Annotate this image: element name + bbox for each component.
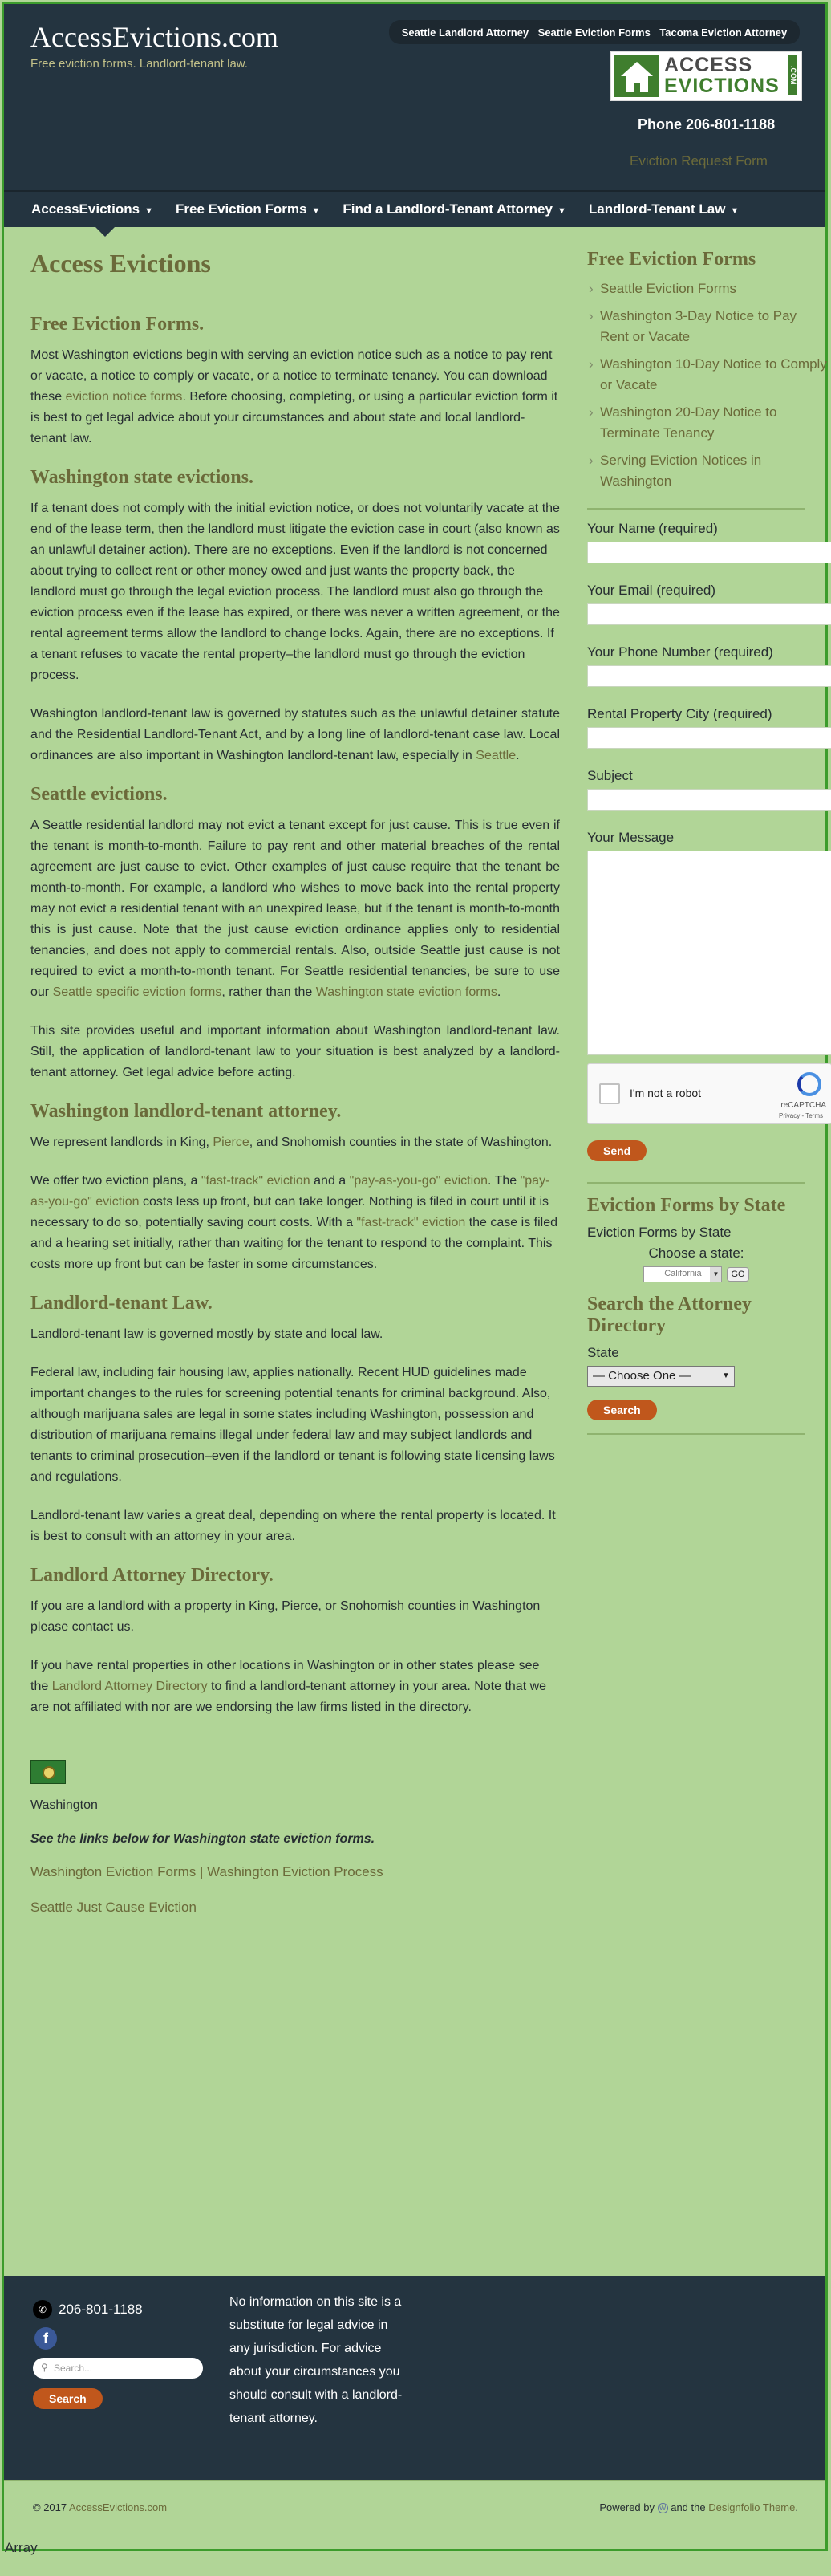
recaptcha-checkbox[interactable] bbox=[599, 1083, 620, 1104]
site-logo[interactable] bbox=[610, 51, 802, 101]
footer bbox=[4, 2276, 825, 2480]
forms-by-state-heading: Eviction Forms by State bbox=[587, 1195, 786, 1216]
house-icon bbox=[614, 55, 659, 97]
eviction-request-link[interactable]: Eviction Request Form bbox=[630, 153, 768, 169]
city-input[interactable] bbox=[587, 727, 831, 749]
recaptcha-brand: reCAPTCHA bbox=[780, 1101, 826, 1110]
sidebar-forms-list bbox=[587, 278, 828, 492]
sidebar bbox=[587, 249, 828, 1446]
washington-forms-link[interactable]: Washington state eviction forms bbox=[315, 985, 497, 999]
section-heading-free-forms: Free Eviction Forms. bbox=[30, 314, 205, 335]
section-text: We represent landlords in King, Pierce, and Snohomish counties in the state of Washington. bbox=[30, 1136, 553, 1149]
recaptcha-label: I'm not a robot bbox=[630, 1087, 702, 1099]
seattle-link[interactable]: Seattle bbox=[476, 749, 517, 762]
attorney-directory-link[interactable]: Landlord Attorney Directory bbox=[51, 1680, 208, 1693]
copyright-link[interactable]: AccessEvictions.com bbox=[69, 2501, 168, 2513]
footer-search-input[interactable]: ⚲ Search... bbox=[33, 2358, 203, 2379]
page-title: Access Evictions bbox=[30, 249, 211, 278]
directory-state-label: State bbox=[587, 1345, 619, 1360]
header bbox=[4, 4, 825, 197]
nav-item-find-attorney[interactable]: Find a Landlord-Tenant Attorney ▼ bbox=[343, 201, 566, 217]
email-label: Your Email (required) bbox=[587, 583, 715, 598]
logo-word-access: ACCESS bbox=[664, 54, 753, 76]
section-heading-seattle: Seattle evictions. bbox=[30, 784, 168, 805]
state-chooser bbox=[587, 1245, 805, 1282]
send-button[interactable]: Send bbox=[587, 1140, 647, 1161]
section-text: Federal law, including fair housing law, applies nationally. Recent HUD guidelines made important changes to the rules for screening potential tenants for criminal background. Also, although marijuana sales are legal in some states including Washington, possession and distribution of marijuana remains illegal under federal law and may subject landlords and tenants to criminal prosecution–even if the landlord or tenant is following state licensing laws and regulations. bbox=[30, 1366, 555, 1484]
section-text: We offer two eviction plans, a "fast-track" eviction and a "pay-as-you-go" eviction. The "pay-as-you-go" eviction costs less up front, but can take longer. Nothing is filed in court until it is necessary to do so, potentially saving court costs. With a "fast-track" eviction the case is filed and a hearing set initially, rather than waiting for the tenant to respond to the complaint. This costs more up front but can be faster in some circumstances. bbox=[30, 1174, 557, 1271]
footer-search-button[interactable]: Search bbox=[33, 2388, 103, 2409]
theme-link[interactable]: Designfolio Theme bbox=[708, 2501, 796, 2513]
top-link-seattle-eviction-forms[interactable]: Seattle Eviction Forms bbox=[537, 26, 651, 39]
wordpress-icon[interactable]: W bbox=[658, 2503, 668, 2513]
header-phone: Phone 206-801-1188 bbox=[638, 116, 776, 132]
nav-item-landlord-tenant-law[interactable]: Landlord-Tenant Law ▼ bbox=[588, 201, 740, 217]
message-label: Your Message bbox=[587, 830, 675, 845]
subject-label: Subject bbox=[587, 768, 633, 783]
flag-label: Washington bbox=[30, 1798, 98, 1812]
message-textarea[interactable] bbox=[587, 851, 831, 1055]
main-nav bbox=[4, 190, 825, 227]
section-heading-law: Landlord-tenant Law. bbox=[30, 1293, 213, 1314]
section-heading-washington: Washington state evictions. bbox=[30, 467, 254, 488]
section-text: Landlord-tenant law varies a great deal, depending on where the rental property is located. It is best to consult with an attorney in your area. bbox=[30, 1509, 556, 1543]
washington-flag-icon bbox=[30, 1760, 66, 1784]
chevron-down-icon: ▼ bbox=[710, 1267, 721, 1282]
section-text: Landlord-tenant law is governed mostly by state and local law. bbox=[30, 1327, 383, 1341]
chevron-down-icon: ▼ bbox=[144, 206, 154, 216]
logo-word-evictions: EVICTIONS bbox=[664, 75, 780, 97]
section-text: Washington landlord-tenant law is governed by statutes such as the unlawful detainer statute and the Residential Landlord-Tenant Act, and by a long line of landlord-tenant case law. Local ordinances are also important in Washington landlord-tenant law, especially in Seattle. bbox=[30, 707, 560, 762]
chevron-down-icon: ▼ bbox=[722, 1371, 730, 1380]
stray-text: Array bbox=[5, 2540, 38, 2555]
section-heading-attorney: Washington landlord-tenant attorney. bbox=[30, 1101, 342, 1122]
choose-state-label: Choose a state: bbox=[648, 1245, 744, 1261]
section-text: If you are a landlord with a property in King, Pierce, or Snohomish counties in Washington please contact us. bbox=[30, 1599, 541, 1634]
top-link-tacoma-eviction-attorney[interactable]: Tacoma Eviction Attorney bbox=[659, 26, 788, 39]
search-icon: ⚲ bbox=[41, 2362, 48, 2373]
email-input[interactable] bbox=[587, 603, 831, 625]
name-input[interactable] bbox=[587, 542, 831, 563]
powered-by: Powered by W and the Designfolio Theme. bbox=[599, 2501, 798, 2513]
sidebar-item-3-day-notice[interactable]: › Washington 3-Day Notice to Pay Rent or Vacate bbox=[587, 306, 828, 347]
logo-suffix: .COM bbox=[788, 55, 797, 95]
section-text: This site provides useful and important information about Washington landlord-tenant law. Still, the application of landlord-tenant law to your situation is best analyzed by a landlord-tenant attorney. Get legal advice before acting. bbox=[30, 1024, 560, 1079]
fast-track-link[interactable]: "fast-track" eviction bbox=[356, 1216, 466, 1229]
seattle-forms-link[interactable]: Seattle specific eviction forms bbox=[52, 985, 222, 999]
state-select[interactable]: California ▼ bbox=[643, 1266, 722, 1282]
links-intro: See the links below for Washington state eviction forms. bbox=[30, 1832, 375, 1846]
active-nav-indicator bbox=[95, 227, 115, 237]
phone-input[interactable] bbox=[587, 665, 831, 687]
legal-disclaimer: No information on this site is a substitute for legal advice in any jurisdiction. For advice about your circumstances you should consult with a landlord-tenant attorney. bbox=[229, 2295, 403, 2425]
directory-state-select[interactable]: — Choose One — ▼ bbox=[587, 1366, 735, 1387]
top-link-seattle-landlord-attorney[interactable]: Seattle Landlord Attorney bbox=[401, 26, 529, 39]
page-frame bbox=[2, 2, 828, 2551]
facebook-icon[interactable]: f bbox=[34, 2327, 57, 2350]
section-heading-directory: Landlord Attorney Directory. bbox=[30, 1565, 274, 1586]
nav-item-accessevictions[interactable]: AccessEvictions ▼ bbox=[31, 201, 154, 217]
subject-input[interactable] bbox=[587, 789, 831, 811]
recaptcha-widget bbox=[587, 1063, 831, 1124]
divider bbox=[587, 1182, 805, 1184]
chevron-down-icon: ▼ bbox=[730, 206, 740, 216]
sidebar-item-20-day-notice[interactable]: › Washington 20-Day Notice to Terminate Tenancy bbox=[587, 402, 828, 444]
divider bbox=[587, 1433, 805, 1435]
phone-icon: ✆ bbox=[33, 2300, 52, 2319]
sidebar-forms-heading: Free Eviction Forms bbox=[587, 249, 756, 270]
sidebar-item-serving-notices[interactable]: › Serving Eviction Notices in Washington bbox=[587, 450, 828, 492]
pay-as-you-go-link[interactable]: "pay-as-you-go" eviction bbox=[349, 1174, 488, 1188]
sidebar-item-10-day-notice[interactable]: › Washington 10-Day Notice to Comply or Vacate bbox=[587, 354, 828, 396]
sidebar-item-seattle-forms[interactable]: › Seattle Eviction Forms bbox=[587, 278, 828, 299]
section-text: If a tenant does not comply with the initial eviction notice, or does not voluntarily vacate at the end of the lease term, then the landlord must litigate the eviction case in court (also known as an unlawful detainer action). There are no exceptions. Even if the landlord is not concerned about trying to collect rent or other money owed and just wants the property back, the landlord must go through the legal eviction process. The landlord must also go through the eviction process even if the lease has expired, or there was never a written agreement, or the rental agreement terms allow the landlord to change locks. Again, there are no exceptions. If a tenant refuses to vacate the rental property–the landlord must go through the eviction process. bbox=[30, 502, 560, 682]
fast-track-link[interactable]: "fast-track" eviction bbox=[201, 1174, 310, 1188]
recaptcha-icon bbox=[797, 1072, 821, 1096]
site-title[interactable]: AccessEvictions.com bbox=[30, 21, 278, 53]
chevron-down-icon: ▼ bbox=[311, 206, 321, 216]
divider bbox=[587, 508, 805, 510]
attorney-directory-heading: Search the Attorney Directory bbox=[587, 1294, 752, 1336]
copyright: © 2017 AccessEvictions.com bbox=[33, 2501, 168, 2513]
main-content bbox=[30, 249, 560, 1935]
eviction-notice-forms-link[interactable]: eviction notice forms bbox=[65, 390, 183, 404]
directory-search-button[interactable]: Search bbox=[587, 1400, 657, 1420]
pierce-link[interactable]: Pierce bbox=[213, 1136, 249, 1149]
phone-label: Your Phone Number (required) bbox=[587, 644, 773, 660]
chevron-down-icon: ▼ bbox=[557, 206, 566, 216]
name-label: Your Name (required) bbox=[587, 521, 718, 536]
bottom-bar bbox=[4, 2480, 825, 2549]
pay-as-you-go-link[interactable]: "pay-as-you-go" eviction bbox=[30, 1174, 550, 1209]
site-tagline: Free eviction forms. Landlord-tenant law. bbox=[30, 57, 248, 71]
forms-by-state-sub: Eviction Forms by State bbox=[587, 1225, 732, 1240]
top-links bbox=[389, 20, 800, 44]
recaptcha-terms[interactable]: Privacy - Terms bbox=[779, 1112, 823, 1119]
section-text: If you have rental properties in other locations in Washington or in other states please see the Landlord Attorney Directory to find a landlord-tenant attorney in your area. Note that we are not affiliated with nor are we endorsing the law firms listed in the directory. bbox=[30, 1659, 547, 1714]
section-text: A Seattle residential landlord may not evict a tenant except for just cause. This is true even if the tenant is month-to-month. Failure to pay rent and other material breaches of the rental agreement are just cause to evict. Other examples of just cause require that the tenant be month-to-month. For example, a landlord who wishes to move back into the rental property may not evict a residential tenant with an unexpired lease, but if the tenant is month-to-month this is just cause. Note that the just cause eviction ordinance applies only to residential tenancies, and does not apply to commercial rentals. Also, outside Seattle just cause is not required to evict a month-to-month tenant. For Seattle residential tenancies, be sure to use our Seattle specific eviction forms, rather than the Washington state eviction forms. bbox=[30, 819, 560, 999]
washington-forms-process-links[interactable]: Washington Eviction Forms | Washington Eviction Process bbox=[30, 1864, 383, 1879]
seattle-just-cause-link[interactable]: Seattle Just Cause Eviction bbox=[30, 1899, 197, 1915]
section-text: Most Washington evictions begin with serving an eviction notice such as a notice to pay rent or vacate, a notice to comply or vacate, or a notice to terminate tenancy. You can download these eviction notice forms. Before choosing, completing, or using a particular eviction form it is best to get legal advice about your circumstances and about state and local landlord-tenant law. bbox=[30, 348, 558, 445]
nav-item-free-eviction-forms[interactable]: Free Eviction Forms ▼ bbox=[176, 201, 321, 217]
footer-phone: ✆ 206-801-1188 bbox=[33, 2300, 143, 2319]
go-button[interactable]: GO bbox=[727, 1267, 748, 1282]
city-label: Rental Property City (required) bbox=[587, 706, 772, 721]
